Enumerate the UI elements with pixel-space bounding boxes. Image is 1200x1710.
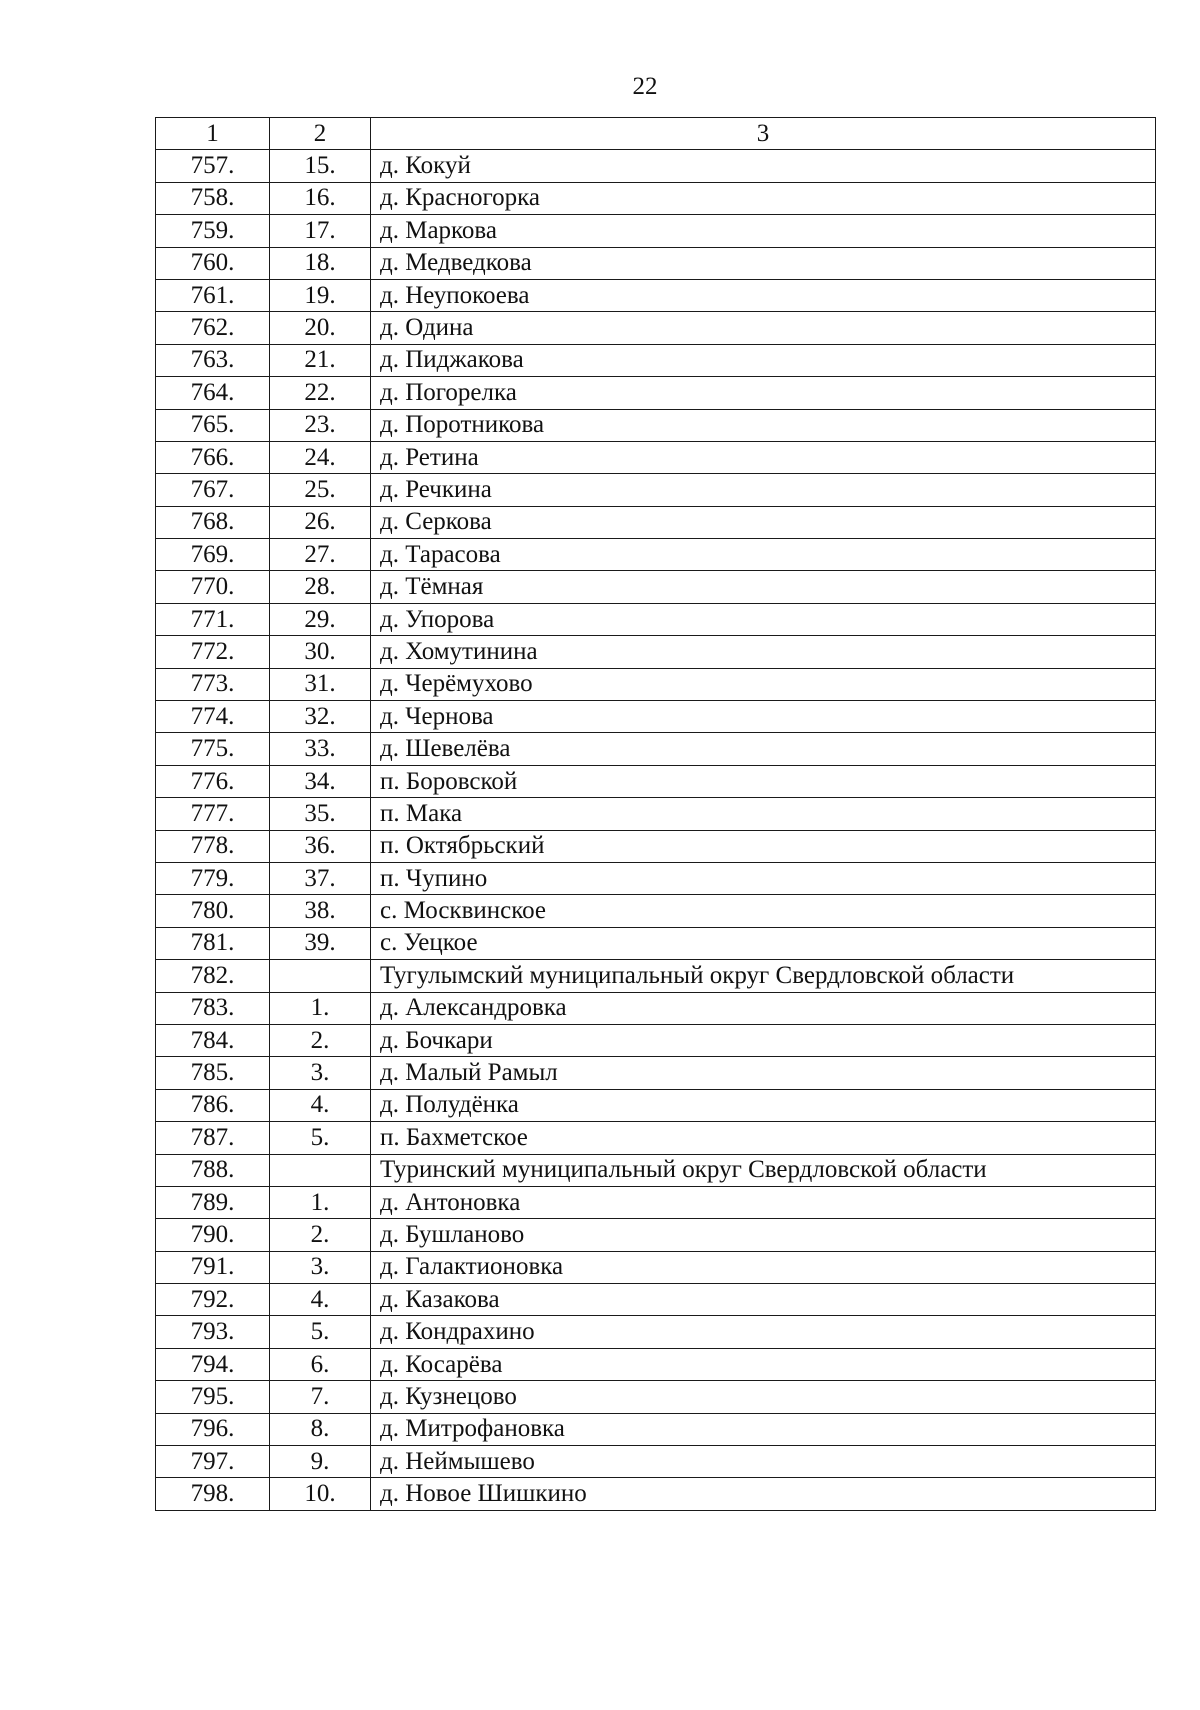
table-row — [156, 474, 1156, 506]
row-number-cell: 761. — [156, 279, 270, 311]
sub-number-cell: 38. — [270, 895, 371, 927]
row-number-cell: 772. — [156, 636, 270, 668]
settlement-name-cell: д. Ретина — [371, 441, 1156, 473]
table-row — [156, 733, 1156, 765]
settlement-name-cell: д. Шевелёва — [371, 733, 1156, 765]
table-row — [156, 960, 1156, 992]
row-number-cell: 798. — [156, 1478, 270, 1510]
table-row — [156, 377, 1156, 409]
sub-number-cell: 37. — [270, 862, 371, 894]
sub-number-cell: 4. — [270, 1089, 371, 1121]
sub-number-cell: 19. — [270, 279, 371, 311]
table-row — [156, 701, 1156, 733]
row-number-cell: 777. — [156, 798, 270, 830]
table-row — [156, 1154, 1156, 1186]
row-number-cell: 760. — [156, 247, 270, 279]
settlement-name-cell: д. Упорова — [371, 603, 1156, 635]
table-row — [156, 1348, 1156, 1380]
table-row — [156, 1446, 1156, 1478]
settlement-name-cell: д. Галактионовка — [371, 1251, 1156, 1283]
table-row — [156, 312, 1156, 344]
table-row — [156, 441, 1156, 473]
row-number-cell: 792. — [156, 1284, 270, 1316]
sub-number-cell: 36. — [270, 830, 371, 862]
table-row — [156, 1284, 1156, 1316]
table-row — [156, 636, 1156, 668]
settlement-name-cell: д. Красногорка — [371, 182, 1156, 214]
row-number-cell: 794. — [156, 1348, 270, 1380]
settlement-name-cell: д. Неупокоева — [371, 279, 1156, 311]
table-row — [156, 571, 1156, 603]
sub-number-cell: 30. — [270, 636, 371, 668]
sub-number-cell: 27. — [270, 539, 371, 571]
table-row — [156, 1413, 1156, 1445]
sub-number-cell: 23. — [270, 409, 371, 441]
table-row — [156, 1381, 1156, 1413]
sub-number-cell: 3. — [270, 1057, 371, 1089]
row-number-cell: 771. — [156, 603, 270, 635]
sub-number-cell: 24. — [270, 441, 371, 473]
row-number-cell: 780. — [156, 895, 270, 927]
table-row — [156, 247, 1156, 279]
sub-number-cell: 34. — [270, 765, 371, 797]
sub-number-cell: 17. — [270, 215, 371, 247]
table-row — [156, 409, 1156, 441]
settlement-name-cell: д. Кузнецово — [371, 1381, 1156, 1413]
sub-number-cell: 4. — [270, 1284, 371, 1316]
settlement-name-cell: д. Погорелка — [371, 377, 1156, 409]
settlement-name-cell: с. Уецкое — [371, 927, 1156, 959]
row-number-cell: 768. — [156, 506, 270, 538]
row-number-cell: 796. — [156, 1413, 270, 1445]
table-row — [156, 150, 1156, 182]
row-number-cell: 791. — [156, 1251, 270, 1283]
row-number-cell: 776. — [156, 765, 270, 797]
settlement-name-cell: д. Косарёва — [371, 1348, 1156, 1380]
settlement-name-cell: п. Бахметское — [371, 1122, 1156, 1154]
table-row — [156, 1057, 1156, 1089]
sub-number-cell: 15. — [270, 150, 371, 182]
sub-number-cell: 16. — [270, 182, 371, 214]
row-number-cell: 770. — [156, 571, 270, 603]
settlement-name-cell: с. Москвинское — [371, 895, 1156, 927]
table-row — [156, 1251, 1156, 1283]
sub-number-cell: 2. — [270, 1219, 371, 1251]
table-row — [156, 215, 1156, 247]
row-number-cell: 773. — [156, 668, 270, 700]
row-number-cell: 795. — [156, 1381, 270, 1413]
row-number-cell: 781. — [156, 927, 270, 959]
settlement-name-cell: д. Хомутинина — [371, 636, 1156, 668]
sub-number-cell: 5. — [270, 1122, 371, 1154]
table-row — [156, 344, 1156, 376]
sub-number-cell: 10. — [270, 1478, 371, 1510]
row-number-cell: 778. — [156, 830, 270, 862]
table-row — [156, 1089, 1156, 1121]
sub-number-cell: 9. — [270, 1446, 371, 1478]
settlement-name-cell: д. Чернова — [371, 701, 1156, 733]
row-number-cell: 785. — [156, 1057, 270, 1089]
row-number-cell: 765. — [156, 409, 270, 441]
table-row — [156, 279, 1156, 311]
settlement-name-cell: д. Неймышево — [371, 1446, 1156, 1478]
column-header-1: 1 — [156, 118, 270, 150]
settlement-name-cell: д. Черёмухово — [371, 668, 1156, 700]
settlement-name-cell: д. Медведкова — [371, 247, 1156, 279]
settlement-name-cell: д. Серкова — [371, 506, 1156, 538]
row-number-cell: 783. — [156, 992, 270, 1024]
settlement-name-cell: д. Полудёнка — [371, 1089, 1156, 1121]
row-number-cell: 758. — [156, 182, 270, 214]
settlement-name-cell: д. Одина — [371, 312, 1156, 344]
sub-number-cell: 8. — [270, 1413, 371, 1445]
row-number-cell: 769. — [156, 539, 270, 571]
sub-number-cell: 18. — [270, 247, 371, 279]
sub-number-cell: 29. — [270, 603, 371, 635]
sub-number-cell: 20. — [270, 312, 371, 344]
table-row — [156, 830, 1156, 862]
sub-number-cell: 6. — [270, 1348, 371, 1380]
settlement-name-cell: п. Чупино — [371, 862, 1156, 894]
sub-number-cell: 1. — [270, 1186, 371, 1218]
sub-number-cell: 5. — [270, 1316, 371, 1348]
settlement-name-cell: д. Александровка — [371, 992, 1156, 1024]
sub-number-cell: 28. — [270, 571, 371, 603]
table-row — [156, 1024, 1156, 1056]
sub-number-cell — [270, 1154, 371, 1186]
settlement-name-cell: п. Октябрьский — [371, 830, 1156, 862]
table-header-row — [156, 118, 1156, 150]
row-number-cell: 788. — [156, 1154, 270, 1186]
settlement-name-cell: д. Тарасова — [371, 539, 1156, 571]
row-number-cell: 762. — [156, 312, 270, 344]
table-row — [156, 182, 1156, 214]
row-number-cell: 782. — [156, 960, 270, 992]
settlement-name-cell: Туринский муниципальный округ Свердловской области — [371, 1154, 1156, 1186]
table-row — [156, 603, 1156, 635]
row-number-cell: 764. — [156, 377, 270, 409]
table-row — [156, 862, 1156, 894]
settlement-name-cell: д. Кондрахино — [371, 1316, 1156, 1348]
settlement-name-cell: д. Малый Рамыл — [371, 1057, 1156, 1089]
table-row — [156, 1186, 1156, 1218]
settlement-name-cell: д. Бочкари — [371, 1024, 1156, 1056]
row-number-cell: 789. — [156, 1186, 270, 1218]
settlement-name-cell: д. Бушланово — [371, 1219, 1156, 1251]
row-number-cell: 759. — [156, 215, 270, 247]
row-number-cell: 774. — [156, 701, 270, 733]
settlement-name-cell: д. Антоновка — [371, 1186, 1156, 1218]
sub-number-cell: 21. — [270, 344, 371, 376]
table-row — [156, 1316, 1156, 1348]
table-row — [156, 895, 1156, 927]
table-row — [156, 992, 1156, 1024]
sub-number-cell: 35. — [270, 798, 371, 830]
table-row — [156, 1219, 1156, 1251]
table-row — [156, 668, 1156, 700]
table-row — [156, 798, 1156, 830]
table-body — [156, 118, 1156, 1511]
row-number-cell: 797. — [156, 1446, 270, 1478]
column-header-3: 3 — [371, 118, 1156, 150]
sub-number-cell: 32. — [270, 701, 371, 733]
sub-number-cell: 31. — [270, 668, 371, 700]
row-number-cell: 784. — [156, 1024, 270, 1056]
settlement-name-cell: д. Поротникова — [371, 409, 1156, 441]
table-row — [156, 506, 1156, 538]
row-number-cell: 757. — [156, 150, 270, 182]
settlement-name-cell: п. Боровской — [371, 765, 1156, 797]
row-number-cell: 793. — [156, 1316, 270, 1348]
sub-number-cell: 25. — [270, 474, 371, 506]
settlement-name-cell: д. Пиджакова — [371, 344, 1156, 376]
table-row — [156, 927, 1156, 959]
sub-number-cell — [270, 960, 371, 992]
settlement-name-cell: д. Тёмная — [371, 571, 1156, 603]
sub-number-cell: 22. — [270, 377, 371, 409]
table-row — [156, 765, 1156, 797]
settlement-name-cell: д. Митрофановка — [371, 1413, 1156, 1445]
sub-number-cell: 7. — [270, 1381, 371, 1413]
settlement-name-cell: д. Казакова — [371, 1284, 1156, 1316]
settlement-name-cell: д. Кокуй — [371, 150, 1156, 182]
row-number-cell: 779. — [156, 862, 270, 894]
row-number-cell: 766. — [156, 441, 270, 473]
row-number-cell: 787. — [156, 1122, 270, 1154]
settlement-name-cell: п. Мака — [371, 798, 1156, 830]
settlements-table — [155, 117, 1156, 1511]
sub-number-cell: 33. — [270, 733, 371, 765]
table-row — [156, 539, 1156, 571]
sub-number-cell: 1. — [270, 992, 371, 1024]
row-number-cell: 775. — [156, 733, 270, 765]
settlement-name-cell: Тугулымский муниципальный округ Свердловской области — [371, 960, 1156, 992]
row-number-cell: 767. — [156, 474, 270, 506]
sub-number-cell: 3. — [270, 1251, 371, 1283]
sub-number-cell: 2. — [270, 1024, 371, 1056]
row-number-cell: 763. — [156, 344, 270, 376]
sub-number-cell: 39. — [270, 927, 371, 959]
page-number: 22 — [632, 73, 658, 100]
sub-number-cell: 26. — [270, 506, 371, 538]
row-number-cell: 790. — [156, 1219, 270, 1251]
settlement-name-cell: д. Новое Шишкино — [371, 1478, 1156, 1510]
settlement-name-cell: д. Речкина — [371, 474, 1156, 506]
table-row — [156, 1478, 1156, 1510]
column-header-2: 2 — [270, 118, 371, 150]
settlement-name-cell: д. Маркова — [371, 215, 1156, 247]
table-row — [156, 1122, 1156, 1154]
row-number-cell: 786. — [156, 1089, 270, 1121]
